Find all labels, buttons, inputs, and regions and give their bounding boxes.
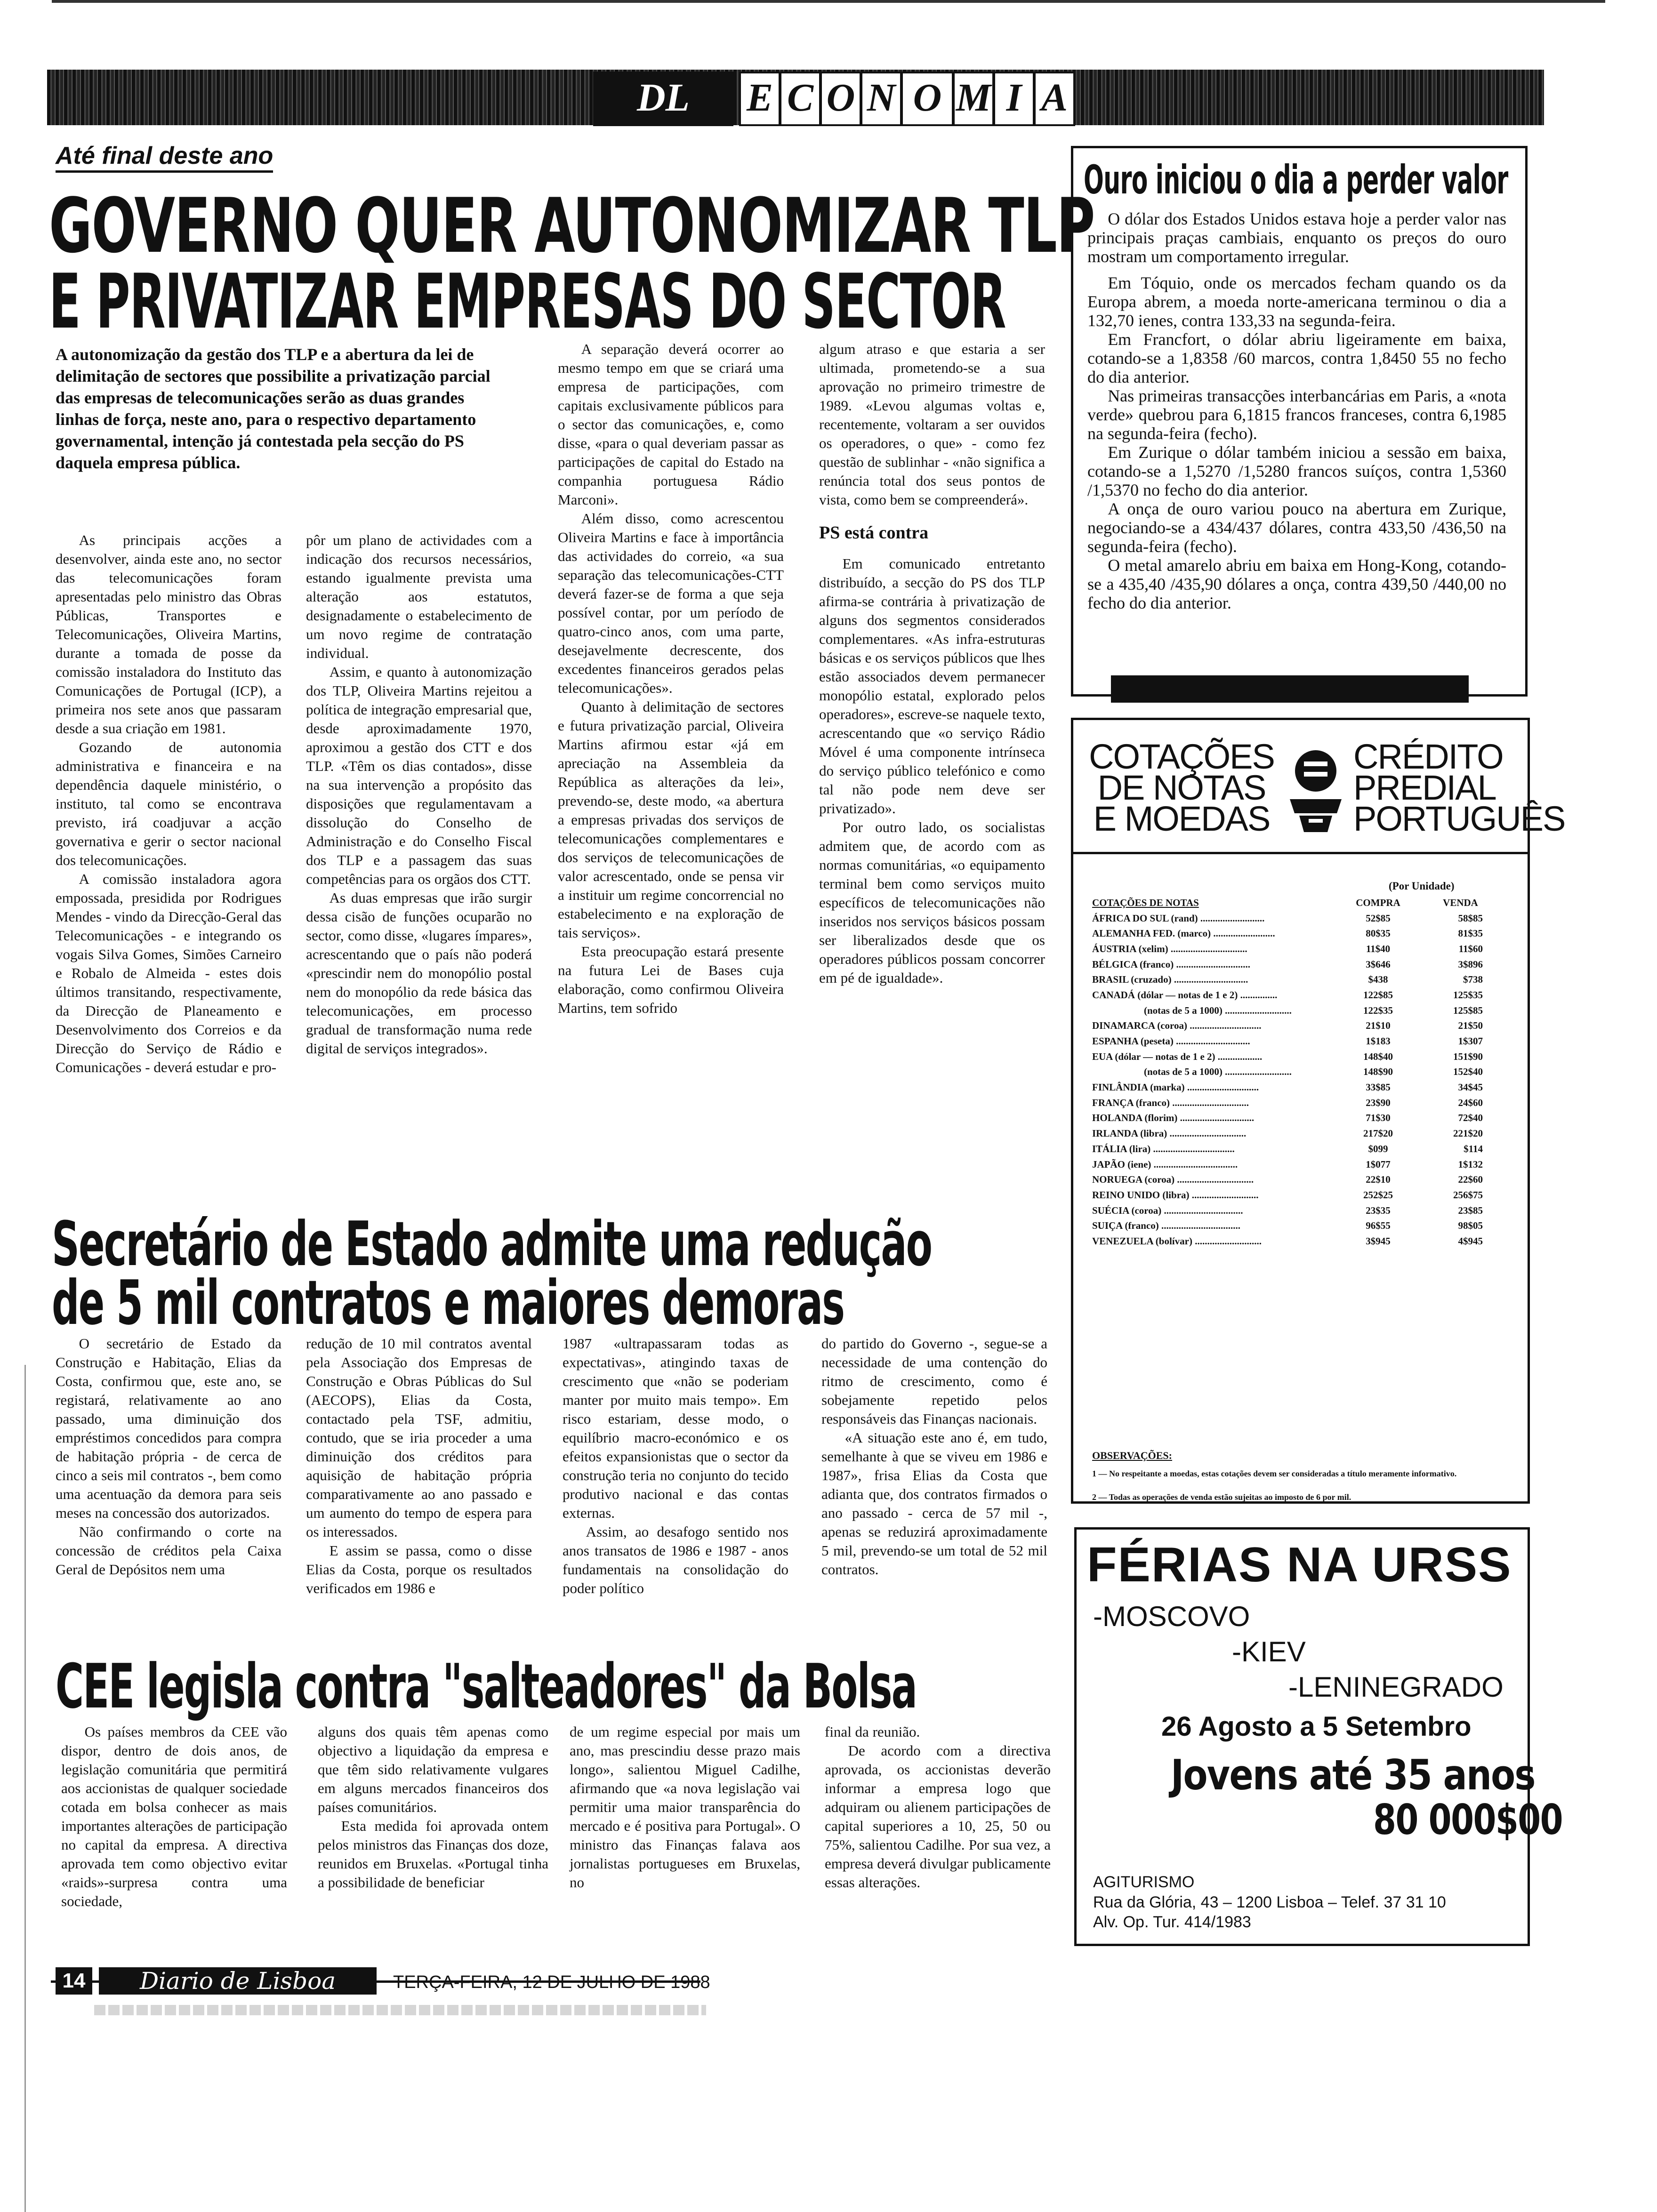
fx-row: [1092, 1187, 1502, 1203]
paragraph: Os países membros da CEE vão dispor, dentro de dois anos, de legislação comunitária que permitirá aos accionistas de qualquer sociedade cotada em bolsa conhecer as mais importantes alterações de participação no capital da empresa. A directiva aprovada tem como objectivo evitar «raids»-surpresa contra uma sociedade,: [61, 1723, 287, 1909]
fx-currency: EUA (dólar — notas de 1 e 2) ..................: [1092, 1050, 1263, 1062]
fx-currency: ÁFRICA DO SUL (rand) ..........................: [1092, 912, 1265, 924]
fx-row: [1092, 1034, 1502, 1049]
main-headline-line1: GOVERNO QUER AUTONOMIZAR TLP: [49, 182, 1095, 270]
fx-unit-note: (Por Unidade): [1389, 880, 1455, 892]
fx-buy-value: 23$35: [1366, 1204, 1391, 1216]
fx-obs-title: OBSERVAÇÕES:: [1092, 1450, 1172, 1461]
paragraph: Em Francfort, o dólar abriu ligeiramente em baixa, cotando-se a 1,8358 /60 marcos, contra 1,8450 55 no fecho do dia anterior.: [1087, 330, 1506, 386]
main-headline-line2: E PRIVATIZAR EMPRESAS DO SECTOR: [49, 257, 1006, 345]
ad-license: Alv. Op. Tur. 414/1983: [1093, 1913, 1251, 1931]
fx-buy-header: COMPRA: [1356, 897, 1400, 908]
fx-sell-value: 1$307: [1458, 1035, 1483, 1047]
fx-currency: SUÉCIA (coroa) ................................: [1092, 1204, 1243, 1216]
paragraph: redução de 10 mil contratos avental pela Associação dos Empresas de Construção e Obras Públicas do Sul (AECOPS), Elias da Costa, contactado pela TSF, admitiu, contudo, que se iria proceder a uma diminuição dos créditos para aquisição de habitação própria comparativamente ao ano passado e um aumento do tempo de espera para os interessados.: [306, 1335, 532, 1540]
fx-buy-value: 1$183: [1366, 1035, 1391, 1047]
ad-youth: Jovens até 35 anos: [1171, 1751, 1535, 1799]
fx-buy-value: $099: [1368, 1143, 1388, 1154]
fx-row: [1092, 1080, 1502, 1095]
fx-currency: ITÁLIA (lira) .................................: [1092, 1143, 1235, 1154]
fx-row: [1092, 987, 1502, 1003]
ad-address: Rua da Glória, 43 – 1200 Lisboa – Telef. 37 31 10: [1093, 1893, 1446, 1911]
fx-buy-value: 33$85: [1366, 1082, 1391, 1093]
fx-buy-value: 252$25: [1363, 1189, 1393, 1201]
fx-buy-value: 23$90: [1366, 1097, 1391, 1108]
fx-currency: (notas de 5 a 1000) ...........................: [1144, 1004, 1292, 1016]
fx-box: [1071, 718, 1565, 1504]
fx-currency: ÁUSTRIA (xelim) ...............................: [1092, 943, 1247, 954]
fx-buy-value: 21$10: [1366, 1020, 1391, 1032]
section-banner: [47, 70, 1544, 125]
fx-buy-value: 71$30: [1366, 1112, 1391, 1124]
section-letter: O: [820, 72, 861, 126]
paragraph: 1987 «ultrapassaram todas as expectativas», atingindo taxas de crescimento que «não se poderiam manter por muito mais tempo». Em risco estariam, desse modo, o equilíbrio macro-económico e os efeitos expansionistas que o sector da construção teria no conjunto do tecido produtivo nacional e das contas externas.: [563, 1335, 788, 1521]
fx-buy-value: 148$40: [1363, 1050, 1393, 1062]
margin-line: [24, 1365, 26, 2212]
gold-box: [1071, 146, 1528, 697]
fx-sell-value: 256$75: [1453, 1189, 1483, 1201]
fx-buy-value: 122$85: [1363, 989, 1393, 1001]
story2-headline-line1: Secretário de Estado admite uma redução: [52, 1208, 932, 1280]
fx-buy-value: 148$90: [1363, 1066, 1393, 1078]
fx-title-line: DE NOTAS: [1097, 768, 1266, 807]
fx-currency: DINAMARCA (coroa) .............................: [1092, 1020, 1262, 1032]
fx-buy-value: 52$85: [1366, 912, 1391, 924]
paragraph: Esta medida foi aprovada ontem pelos ministros das Finanças dos doze, reunidos em Bruxelas. «Portugal tinha a possibilidade de beneficiar: [318, 1818, 548, 1891]
fx-row: [1092, 1141, 1502, 1157]
story2-headline-line2: de 5 mil contratos e maiores demoras: [52, 1267, 845, 1338]
paragraph: Além disso, como acrescentou Oliveira Martins e face à importância das actividades do correio, «a sua separação das telecomunicações-CTT deverá fazer-se de forma a que seja possível contar, por um período de quatro-cinco anos, com uma parte, desejavelmente decrescente, dos excedentes financeiros gerados pelas telecomunicações».: [558, 510, 784, 696]
main-column-4: [819, 340, 1045, 987]
fx-sell-value: 4$945: [1458, 1235, 1483, 1247]
subhead: PS está contra: [819, 523, 929, 543]
fx-buy-value: 3$646: [1366, 958, 1391, 970]
fx-row: [1092, 972, 1502, 987]
story3-column-3: [570, 1723, 800, 1892]
fx-col-header: COTAÇÕES DE NOTAS: [1092, 897, 1199, 908]
fx-row: [1092, 1203, 1502, 1218]
paragraph: do partido do Governo -, segue-se a necessidade de uma contenção do ritmo de crescimento, como é sobejamente repetido pelos responsáveis das Finanças nacionais.: [821, 1335, 1047, 1427]
fx-currency: BÉLGICA (franco) ..............................: [1092, 958, 1250, 970]
fx-sell-value: 152$40: [1453, 1066, 1483, 1078]
gold-body: [1087, 209, 1506, 612]
story2-column-4: [821, 1334, 1047, 1579]
paragraph: de um regime especial por mais um ano, mas prescindiu desse prazo mais longo», salientou Miguel Cadilhe, afirmando que «a nova legislação vai permitir uma maior transparência do mercado e é positiva para Portugal». O ministro das Finanças falava aos jornalistas portugueses em Bruxelas, no: [570, 1723, 800, 1891]
paragraph: Esta preocupação estará presente na futura Lei de Bases cuja elaboração, como confirmou Oliveira Martins, tem sofrido: [558, 943, 784, 1016]
paragraph: E assim se passa, como o disse Elias da Costa, porque os resultados verificados em 1986 e: [306, 1542, 532, 1596]
story2-column-2: [306, 1334, 532, 1598]
fx-obs-1: 1 — No respeitante a moedas, estas cotações devem ser consideradas a título meramente informativo.: [1092, 1469, 1457, 1478]
fx-buy-value: $438: [1368, 974, 1388, 986]
fx-sell-value: 1$132: [1458, 1158, 1483, 1170]
fx-row: [1092, 1111, 1502, 1126]
fx-currency: FINLÂNDIA (marka) .............................: [1092, 1082, 1259, 1093]
fx-sell-value: 151$90: [1453, 1050, 1483, 1062]
fx-row: [1092, 1157, 1502, 1172]
fx-currency: JAPÃO (iene) ..................................: [1092, 1158, 1238, 1170]
paragraph: Por outro lado, os socialistas admitem que, de acordo com as normas comunitárias, «o equipamento terminal bem como serviços muito específicos de telecomunicações não inseridos nos serviços básicos possam ser liberalizados desde que os operadores públicos possam concorrer em pé de igualdade».: [819, 819, 1045, 986]
fx-header-row: [1092, 895, 1502, 911]
fx-currency: ALEMANHA FED. (marco) .........................: [1092, 928, 1275, 939]
fx-buy-value: 3$945: [1366, 1235, 1391, 1247]
paragraph: Assim, e quanto à autonomização dos TLP, Oliveira Martins rejeitou a política de integração empresarial que, desde aproximadamente 1970, aproximou a gestão dos CTT e dos TLP. «Têm os dias contados», disse na sua intervenção a propósito das disposições que regulamentavam a dissolução do Conselho de Administração e do Conselho Fiscal dos TLP e a passagem das suas competências para os orgãos dos CTT.: [306, 664, 532, 887]
fx-rule: [1073, 852, 1528, 854]
fx-sell-value: 3$896: [1458, 958, 1483, 970]
fx-sell-value: 34$45: [1458, 1082, 1483, 1093]
paragraph: Não confirmando o corte na concessão de créditos pela Caixa Geral de Depósitos nem uma: [56, 1523, 282, 1578]
fx-buy-value: 96$55: [1366, 1220, 1391, 1232]
kicker: Até final deste ano: [56, 141, 273, 173]
fx-obs-2: 2 — Todas as operações de venda estão sujeitas ao imposto de 6 por mil.: [1092, 1492, 1351, 1502]
ad-agency: AGITURISMO: [1093, 1873, 1195, 1891]
fx-title-line: PREDIAL: [1353, 768, 1496, 807]
fx-sell-value: 11$60: [1458, 943, 1483, 954]
fx-sell-value: 125$85: [1453, 1004, 1483, 1016]
fx-title-line: PORTUGUÊS: [1353, 799, 1565, 838]
section-letter: E: [739, 72, 780, 126]
fx-table: [1092, 895, 1502, 1249]
fx-sell-value: 24$60: [1458, 1097, 1483, 1108]
fx-sell-value: 98$05: [1458, 1220, 1483, 1232]
fx-currency: (notas de 5 a 1000) ...........................: [1144, 1066, 1292, 1078]
main-lead: A autonomização da gestão dos TLP e a abertura da lei de delimitação de sectores que possibilite a privatização parcial das empresas de telecomunicações serão as duas grandes linhas de força, neste ano, para o respectivo departamento governamental, intenção já contestada pela secção do PS daquela empresa pública.: [56, 345, 491, 472]
story2-column-3: [563, 1334, 788, 1598]
paragraph: alguns dos quais têm apenas como objectivo a liquidação da empresa e que têm sido relativamente vulgares em alguns mercados financeiros dos países comunitários.: [318, 1723, 548, 1815]
fx-buy-value: 217$20: [1363, 1128, 1393, 1139]
paragraph: Assim, ao desafogo sentido nos anos transatos de 1986 e 1987 - anos fundamentais na consolidação do poder político: [563, 1523, 788, 1596]
fx-currency: FRANÇA (franco) ...............................: [1092, 1097, 1249, 1108]
fx-row: [1092, 1095, 1502, 1111]
paragraph: Quanto à delimitação de sectores e futura privatização parcial, Oliveira Martins afirmou estar «já em apreciação na Assembleia da República as alterações da lei», prevendo-se, deste modo, «a abertura a empresas privadas dos serviços de telecomunicações complementares e dos serviços de telecomunicações de valor acrescentado, onde se pensa vir a instituir um regime concorrencial no estabelecimento e na exploração de tais serviços».: [558, 698, 784, 941]
paragraph: Nas primeiras transacções interbancárias em Paris, a «nota verde» quebrou para 6,1815 francos franceses, contra 6,1985 na segunda-feira (fecho).: [1087, 386, 1506, 443]
paragraph: O metal amarelo abriu em baixa em Hong-Kong, cotando-se a 435,40 /435,90 dólares a onça, contra 439,50 /440,00 no fecho do dia anterior.: [1087, 556, 1506, 612]
page-date: TERÇA-FEIRA, 12 DE JULHO DE 1988: [393, 1972, 710, 1992]
story3-headline: CEE legisla contra "salteadores" da Bolsa: [56, 1651, 917, 1722]
section-letter: A: [1034, 72, 1075, 126]
fx-currency: ESPANHA (peseta) ..............................: [1092, 1035, 1250, 1047]
section-letter: C: [780, 72, 821, 126]
fx-currency: CANADÁ (dólar — notas de 1 e 2) ...............: [1092, 989, 1278, 1001]
ad-title: FÉRIAS NA URSS: [1087, 1538, 1512, 1592]
paragraph: O secretário de Estado da Construção e Habitação, Elias da Costa, confirmou que, este ano, se registará, relativamente ao ano passado, uma diminuição dos empréstimos concedidos para compra de habitação própria - de cerca de cinco a seis mil contratos -, bem como uma acentuação da demora para seis meses na concessão dos autorizados.: [56, 1335, 282, 1521]
story3-column-2: [318, 1723, 548, 1892]
story3-column-4: [825, 1723, 1051, 1892]
fx-sell-value: 81$35: [1458, 928, 1483, 939]
fx-currency: VENEZUELA (bolívar) ...........................: [1092, 1235, 1262, 1247]
fx-sell-value: 23$85: [1458, 1204, 1483, 1216]
fx-sell-value: 58$85: [1458, 912, 1483, 924]
cpp-logo-icon: [1280, 743, 1351, 837]
section-letter: M: [953, 72, 994, 126]
paragraph: Em comunicado entretanto distribuído, a secção do PS dos TLP afirma-se contrária à privatização de alguns dos segmentos considerados complementares. «As infra-estruturas básicas e os serviços públicos que lhes estão associados devem permanecer monopólio estatal, explorado pelos operadores», escreve-se naquele texto, acrescentando que «o serviço Rádio Móvel é uma componente intrínseca do serviço público telefónico e como tal não pode nem deve ser privatizado».: [819, 555, 1045, 817]
fx-row: [1092, 1126, 1502, 1141]
fx-currency: BRASIL (cruzado) ..............................: [1092, 974, 1248, 986]
fx-title-right: [1353, 737, 1565, 838]
gold-title: Ouro iniciou o dia a perder valor: [1084, 157, 1508, 203]
fx-currency: HOLANDA (florim) ..............................: [1092, 1112, 1255, 1124]
fx-currency: NORUEGA (coroa) ...............................: [1092, 1174, 1254, 1186]
fx-buy-value: 22$10: [1366, 1174, 1391, 1186]
paragraph: A onça de ouro variou pouco na abertura em Zurique, negociando-se a 434/437 dólares, contra 433,50 /436,50 na segunda-feira (fecho).: [1087, 499, 1506, 556]
fx-title-left: [1083, 737, 1280, 838]
fx-buy-value: 11$40: [1366, 943, 1391, 954]
story3-column-1: [61, 1723, 287, 1911]
paragraph: algum atraso e que estaria a ser ultimada, prometendo-se a sua aprovação no primeiro trimestre de 1989. «Levou algumas voltas e, recentemente, voltaram a ser ouvidos os operadores, o que» - como fez questão de sublinhar - «não significa a renúncia total dos seus pontos de vista, como bem se compreenderá».: [819, 341, 1045, 508]
fx-sell-value: 72$40: [1458, 1112, 1483, 1124]
top-rule: [52, 0, 1605, 3]
fx-currency: SUIÇA (franco) ................................: [1092, 1220, 1240, 1232]
fx-buy-value: 122$35: [1363, 1004, 1393, 1016]
paragraph: final da reunião.: [825, 1723, 920, 1740]
paragraph: De acordo com a directiva aprovada, os accionistas deverão informar a empresa logo que adquiram ou alienem participações de capital superiores a 10, 25, 50 ou 75%, salientou Cadilhe. Por sua vez, a empresa deverá divulgar publicamente essas alterações.: [825, 1742, 1051, 1891]
paragraph: As duas empresas que irão surgir dessa cisão de funções ocuparão no sector, como disse, «lugares ímpares», acrescentando que o país não poderá «prescindir nem do monopólio postal nem do monopólio da rede básica das telecomunicações, em processo gradual de transformação numa rede digital de serviços integrados».: [306, 890, 532, 1057]
fx-currency: IRLANDA (libra) ...............................: [1092, 1128, 1247, 1139]
section-letter: I: [993, 72, 1035, 126]
fx-sell-value: $738: [1463, 974, 1483, 986]
ad-city-2: -KIEV: [1232, 1636, 1306, 1667]
paragraph: pôr um plano de actividades com a indicação dos recursos necessários, estando igualmente prevista uma alteração aos estatutos, designadamente o estabelecimento de um novo regime de contratação individual.: [306, 532, 532, 661]
ad-city-3: -LENINEGRADO: [1288, 1671, 1504, 1703]
fx-row: [1092, 1172, 1502, 1187]
fx-row: [1092, 941, 1502, 957]
fx-sell-value: 221$20: [1453, 1128, 1483, 1139]
fx-row: [1092, 1018, 1502, 1034]
fx-title-line: COTAÇÕES: [1089, 737, 1274, 776]
fx-row: [1092, 1065, 1502, 1080]
fx-row: [1092, 926, 1502, 941]
section-letter: N: [861, 72, 902, 126]
fx-buy-value: 80$35: [1366, 928, 1391, 939]
dl-logo: DL: [593, 72, 733, 126]
paragraph: Gozando de autonomia administrativa e financeira e na dependência daquele ministério, o instituto, tal como se encontrava previsto, irá coadjuvar a acção governativa e gerir o sector nacional dos telecomunicações.: [56, 739, 282, 868]
section-letter: O: [901, 72, 954, 126]
black-bar: [1111, 675, 1469, 703]
fx-row: [1092, 911, 1502, 926]
fx-sell-header: VENDA: [1443, 897, 1478, 908]
paragraph: Em Tóquio, onde os mercados fecham quando os da Europa abrem, a moeda norte-americana terminou o dia a 132,70 ienes, contra 133,33 na segunda-feira.: [1087, 273, 1506, 330]
page-number: 14: [56, 1967, 92, 1995]
ad-city-1: -MOSCOVO: [1093, 1601, 1250, 1632]
fx-sell-value: 21$50: [1458, 1020, 1483, 1032]
main-column-1: [56, 531, 282, 1077]
fx-buy-value: 1$077: [1366, 1158, 1391, 1170]
paragraph: O dólar dos Estados Unidos estava hoje a perder valor nas principais praças cambiais, enquanto os preços do ouro mostram um comportamento irregular.: [1087, 209, 1506, 266]
fx-sell-value: 22$60: [1458, 1174, 1483, 1186]
fx-sell-value: $114: [1464, 1143, 1483, 1154]
ad-dates: 26 Agosto a 5 Setembro: [1161, 1711, 1472, 1742]
fx-row: [1092, 957, 1502, 972]
paragraph: A comissão instaladora agora empossada, presidida por Rodrigues Mendes - vindo da Direcção-Geral das Telecomunicações - e integrando os vogais Silva Gomes, Simões Carneiro e Robalo de Almeida - estes dois últimos transitando, respectivamente, da Direcção de Planeamento e Desenvolvimento dos Correios e da Direcção do Serviço de Rádio e Comunicações - deverá estudar e pro-: [56, 871, 282, 1075]
bleed-through: [94, 2005, 706, 2015]
fx-currency: REINO UNIDO (libra) ...........................: [1092, 1189, 1259, 1201]
paragraph: «A situação este ano é, em tudo, semelhante à que se viveu em 1986 e 1987», frisa Elias da Costa que adianta que, dos contratos firmados o ano passado - cerca de 57 mil -, apenas se reduzirá aproximadamente 5 mil, prevendo-se um total de 52 mil contratos.: [821, 1429, 1047, 1578]
masthead: Diario de Lisboa: [99, 1967, 377, 1995]
paragraph: A separação deverá ocorrer ao mesmo tempo em que se criará uma empresa de participações, com capitais exclusivamente públicos para o sector das comunicações, e, como disse, «para o qual deveriam passar as participações de capital do Estado na companhia portuguesa Rádio Marconi».: [558, 341, 784, 508]
paragraph: Em Zurique o dólar também iniciou a sessão em baixa, cotando-se a 1,5270 /1,5280 francos suíços, contra 1,5360 /1,5370 no fecho do dia anterior.: [1087, 443, 1506, 499]
fx-title-line: E MOEDAS: [1093, 799, 1270, 838]
ad-price: 80 000$00: [1373, 1795, 1562, 1844]
fx-row: [1092, 1003, 1502, 1018]
travel-ad: [1074, 1527, 1562, 1946]
fx-title-line: CRÉDITO: [1353, 737, 1503, 776]
main-column-2: [306, 531, 532, 1058]
fx-sell-value: 125$35: [1453, 989, 1483, 1001]
story2-column-1: [56, 1334, 282, 1579]
paragraph: As principais acções a desenvolver, ainda este ano, no sector das telecomunicações foram apresentadas pelo ministro das Obras Públicas, Transportes e Telecomunicações, Oliveira Martins, durante a tomada de posse da comissão instaladora do Instituto das Comunicações de Portugal (ICP), a primeira nos sete anos que passaram desde a sua criação em 1981.: [56, 532, 282, 737]
fx-row: [1092, 1234, 1502, 1249]
fx-row: [1092, 1049, 1502, 1065]
fx-row: [1092, 1218, 1502, 1234]
main-column-3: [558, 340, 784, 1018]
